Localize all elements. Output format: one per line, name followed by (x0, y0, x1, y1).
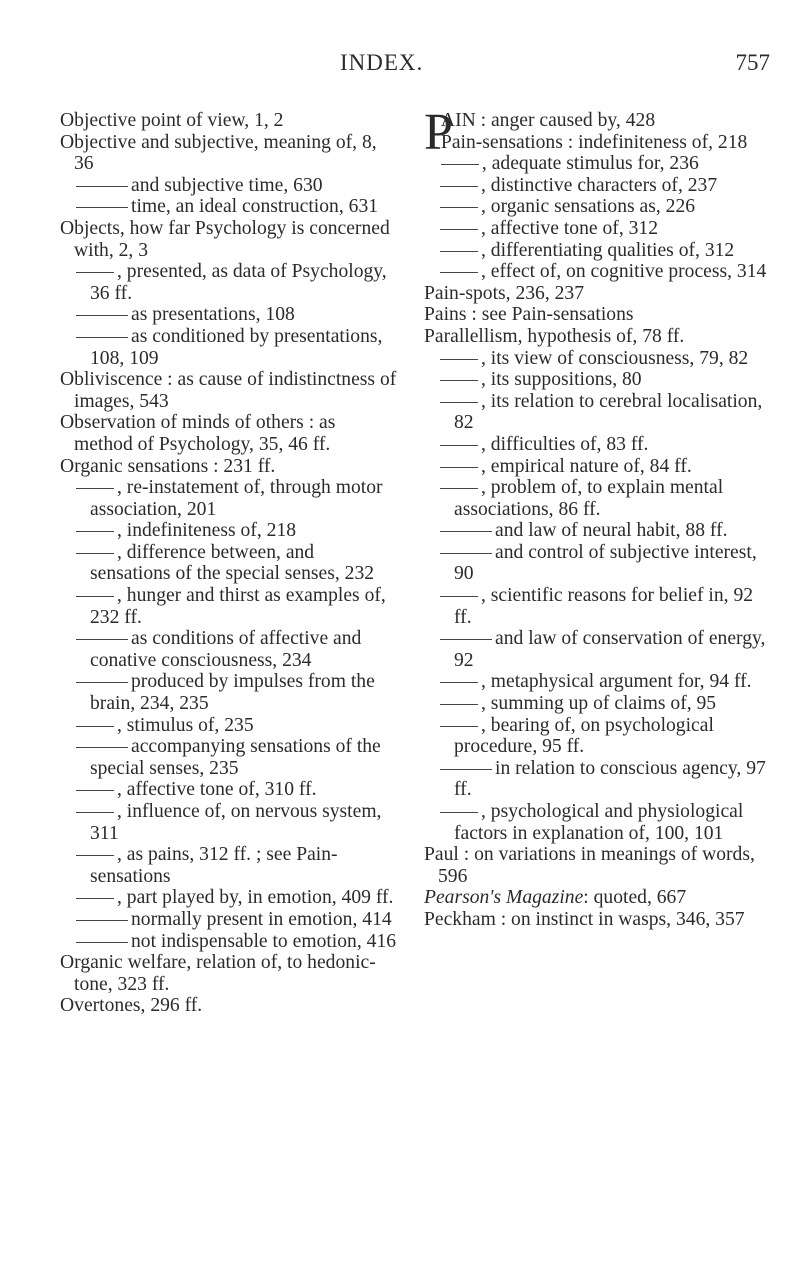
entry-text: , scientific reasons for belief in, 92 ff. (454, 585, 754, 628)
entry-text: , stimulus of, 235 (117, 714, 254, 736)
ditto-dash (440, 272, 478, 273)
ditto-dash (76, 898, 114, 899)
index-entry (424, 132, 768, 154)
index-entry (60, 456, 398, 478)
index-column-left (60, 110, 398, 1017)
index-subentry (424, 628, 768, 671)
ditto-dash (440, 769, 492, 770)
ditto-dash (76, 942, 128, 943)
index-subentry (424, 391, 768, 434)
ditto-dash (440, 639, 492, 640)
index-subentry (424, 175, 768, 197)
index-subentry (60, 736, 398, 779)
drop-cap: P (424, 104, 453, 161)
index-subentry (60, 844, 398, 887)
ditto-dash (440, 402, 478, 403)
entry-text: Pain-spots, 236, 237 (424, 282, 585, 304)
index-subentry (424, 542, 768, 585)
entry-text: as conditioned by presentations, 108, 109 (90, 325, 383, 369)
ditto-dash (76, 855, 114, 856)
index-entry (424, 887, 768, 909)
index-subentry (424, 671, 768, 693)
index-entry (424, 909, 768, 931)
index-entry (424, 326, 768, 348)
ditto-dash (440, 553, 492, 554)
entry-text: Observation of minds of others : as method of Psychology, 35, 46 ff. (60, 412, 336, 455)
entry-text: Objects, how far Psychology is concerned with, 2, 3 (60, 217, 390, 261)
entry-text: Organic sensations : 231 ff. (60, 455, 276, 477)
ditto-dash (76, 531, 114, 532)
ditto-dash (76, 726, 114, 727)
index-subentry (424, 758, 768, 801)
index-subentry (424, 715, 768, 758)
entry-text: , empirical nature of, 84 ff. (481, 455, 692, 477)
ditto-dash (76, 488, 114, 489)
entry-text: , summing up of claims of, 95 (481, 693, 717, 715)
index-subentry (60, 477, 398, 520)
ditto-dash (440, 704, 478, 705)
entry-text: , psychological and physiological factors in explanation of, 100, 101 (454, 801, 744, 844)
ditto-dash (440, 186, 478, 187)
entry-text: normally present in emotion, 414 (131, 908, 392, 930)
ditto-dash (76, 315, 128, 316)
index-subentry (60, 326, 398, 369)
index-subentry (424, 153, 768, 175)
entry-text: , its suppositions, 80 (481, 369, 642, 391)
entry-text: Objective point of view, 1, 2 (60, 110, 284, 131)
index-subentry (424, 520, 768, 542)
ditto-dash (76, 790, 114, 791)
running-header (0, 50, 800, 86)
index-subentry (424, 801, 768, 844)
index-entry (424, 304, 768, 326)
index-entry (424, 844, 768, 887)
ditto-dash (76, 747, 128, 748)
index-subentry (424, 434, 768, 456)
index-entry (60, 952, 398, 995)
entry-text: Objective and subjective, meaning of, 8, 36 (60, 131, 377, 175)
entry-text: , indefiniteness of, 218 (117, 520, 297, 542)
index-subentry (424, 477, 768, 520)
index-entry (60, 412, 398, 455)
ditto-dash (440, 596, 478, 597)
ditto-dash (76, 207, 128, 208)
entry-text: , distinctive characters of, 237 (481, 174, 718, 196)
entry-text: , problem of, to explain mental associations, 86 ff. (454, 477, 724, 520)
index-subentry (60, 196, 398, 218)
index-subentry (60, 671, 398, 714)
italic-title: Pearson's Magazine (424, 887, 584, 909)
entry-text: , part played by, in emotion, 409 ff. (117, 887, 394, 909)
index-subentry (60, 542, 398, 585)
entry-text: , effect of, on cognitive process, 314 (481, 261, 767, 283)
entry-text: , adequate stimulus for, 236 (481, 153, 699, 175)
index-entry (60, 218, 398, 261)
ditto-dash (76, 272, 114, 273)
entry-text: Obliviscence : as cause of indistinctness of images, 543 (60, 369, 397, 412)
ditto-dash (440, 467, 478, 468)
index-entry (60, 995, 398, 1017)
index-subentry (60, 887, 398, 909)
entry-text: , affective tone of, 312 (481, 217, 659, 239)
ditto-dash (441, 164, 479, 165)
index-subentry (424, 585, 768, 628)
entry-text: not indispensable to emotion, 416 (131, 930, 397, 952)
ditto-dash (440, 380, 478, 381)
index-entry (60, 369, 398, 412)
entry-text: , bearing of, on psychological procedure, 95 ff. (454, 714, 714, 758)
entry-text: accompanying sensations of the special senses, 235 (90, 736, 381, 779)
index-subentry (60, 909, 398, 931)
entry-text: AIN : anger caused by, 428 (440, 110, 656, 131)
index-subentry (424, 456, 768, 478)
entry-text: produced by impulses from the brain, 234, 235 (90, 671, 375, 715)
ditto-dash (440, 531, 492, 532)
entry-text: Parallellism, hypothesis of, 78 ff. (424, 325, 685, 347)
ditto-dash (76, 639, 128, 640)
entry-text: and subjective time, 630 (131, 174, 323, 196)
ditto-dash (440, 812, 478, 813)
index-subentry (60, 715, 398, 737)
index-subentry (424, 693, 768, 715)
index-subentry (424, 348, 768, 370)
ditto-dash (76, 812, 114, 813)
page-title: INDEX. (340, 50, 424, 75)
ditto-dash (440, 207, 478, 208)
page-number: 757 (735, 50, 770, 75)
entry-text: , difficulties of, 83 ff. (481, 433, 649, 455)
ditto-dash (76, 920, 128, 921)
index-column-right (424, 104, 768, 931)
entry-text: , influence of, on nervous system, 311 (90, 801, 382, 844)
entry-text: and law of neural habit, 88 ff. (495, 520, 728, 542)
index-entry (424, 283, 768, 305)
ditto-dash (440, 251, 478, 252)
entry-text: , re-instatement of, through motor association, 201 (90, 477, 383, 520)
index-subentry (424, 240, 768, 262)
ditto-dash (440, 682, 478, 683)
entry-text: time, an ideal construction, 631 (131, 196, 379, 218)
index-subentry (60, 520, 398, 542)
index-subentry (60, 779, 398, 801)
entry-text: Paul : on variations in meanings of words, 596 (424, 844, 755, 887)
entry-text: Overtones, 296 ff. (60, 995, 203, 1017)
ditto-dash (440, 445, 478, 446)
ditto-dash (440, 229, 478, 230)
index-subentry (424, 369, 768, 391)
ditto-dash (76, 553, 114, 554)
index-subentry (60, 801, 398, 844)
ditto-dash (440, 359, 478, 360)
entry-text: : quoted, 667 (583, 887, 687, 909)
index-subentry (60, 628, 398, 671)
index-subentry (424, 218, 768, 240)
entry-text: in relation to conscious agency, 97 ff. (454, 757, 766, 801)
entry-text: as presentations, 108 (131, 304, 295, 326)
entry-text: , affective tone of, 310 ff. (117, 779, 317, 801)
index-subentry (60, 304, 398, 326)
entry-text: , differentiating qualities of, 312 (481, 239, 735, 261)
entry-text: Pain-sensations : indefiniteness of, 218 (440, 131, 748, 153)
entry-text: , its view of consciousness, 79, 82 (481, 347, 749, 369)
entry-text: , presented, as data of Psychology, 36 ff. (90, 261, 387, 304)
index-entry (60, 132, 398, 175)
ditto-dash (76, 186, 128, 187)
entry-text: , difference between, and sensations of the special senses, 232 (90, 541, 375, 585)
ditto-dash (440, 488, 478, 489)
index-subentry (60, 931, 398, 953)
ditto-dash (76, 682, 128, 683)
entry-text: and law of conservation of energy, 92 (454, 628, 766, 671)
entry-text: as conditions of affective and conative consciousness, 234 (90, 628, 362, 671)
entry-text: , organic sensations as, 226 (481, 196, 696, 218)
index-subentry (424, 261, 768, 283)
ditto-dash (76, 596, 114, 597)
index-entry (60, 110, 398, 132)
entry-text: and control of subjective interest, 90 (454, 541, 757, 585)
entry-text: Organic welfare, relation of, to hedonic-tone, 323 ff. (60, 952, 376, 995)
ditto-dash (76, 337, 128, 338)
entry-text: , metaphysical argument for, 94 ff. (481, 671, 752, 693)
index-subentry (60, 585, 398, 628)
entry-text: Pains : see Pain-sensations (424, 304, 634, 326)
index-subentry (424, 196, 768, 218)
ditto-dash (440, 726, 478, 727)
index-subentry (60, 175, 398, 197)
index-subentry (60, 261, 398, 304)
entry-text: Peckham : on instinct in wasps, 346, 357 (424, 908, 745, 930)
entry-text: , hunger and thirst as examples of, 232 ff. (90, 585, 386, 628)
entry-text: , as pains, 312 ff. ; see Pain-sensations (90, 844, 338, 887)
entry-text: , its relation to cerebral localisation, 82 (454, 390, 763, 434)
